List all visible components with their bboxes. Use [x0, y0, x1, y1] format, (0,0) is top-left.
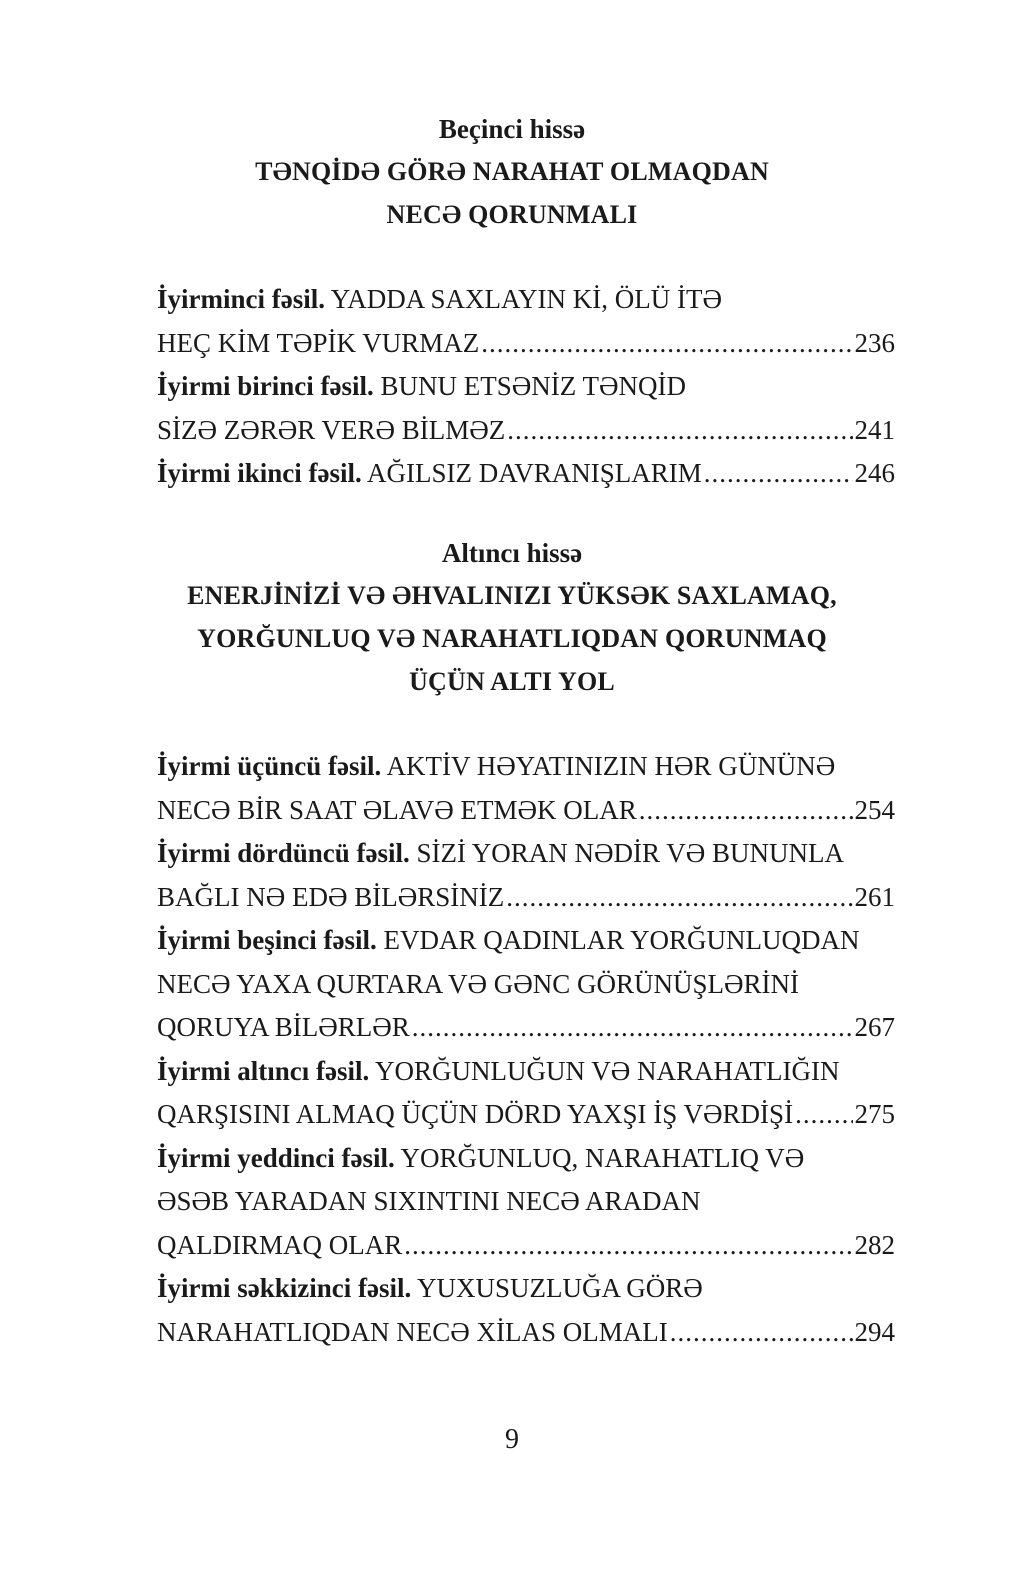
dot-leader [639, 789, 853, 833]
toc-entry-last-line[interactable] [157, 1311, 895, 1355]
page-ref: 254 [854, 794, 895, 825]
toc-list [157, 745, 895, 1354]
part-title-line: ÜÇÜN ALTI YOL [409, 667, 615, 696]
dot-leader [795, 1093, 852, 1137]
toc-entry-last-line[interactable] [157, 1093, 895, 1137]
toc-entry-last-line[interactable] [157, 789, 895, 833]
part-title-line: NECƏ QORUNMALI [386, 200, 638, 229]
chapter-title: AKTİV HƏYATINIZIN HƏR GÜNÜNƏ [386, 751, 836, 781]
toc-entry-middle-line [157, 1180, 895, 1224]
toc-entry-first-line [157, 1267, 895, 1311]
page-ref: 236 [854, 327, 895, 358]
dot-leader [481, 322, 852, 366]
chapter-title-continued: SİZƏ ZƏRƏR VERƏ BİLMƏZ [157, 414, 506, 445]
dot-leader [507, 409, 852, 453]
toc-entry-last-line[interactable] [157, 322, 895, 366]
chapter-title-continued: NECƏ YAXA QURTARA VƏ GƏNC GÖRÜNÜŞLƏRİNİ [157, 968, 800, 999]
chapter-title: YORĞUNLUĞUN VƏ NARAHATLIĞIN [374, 1055, 840, 1086]
chapter-title-continued: HEÇ KİM TƏPİK VURMAZ [157, 327, 480, 358]
page-number: 9 [505, 1424, 519, 1455]
toc-entry-first-line [157, 745, 895, 789]
chapter-title-continued: QALDIRMAQ OLAR [157, 1229, 403, 1260]
chapter-title: SİZİ YORAN NƏDİR VƏ BUNUNLA [416, 838, 845, 868]
part-heading [0, 532, 1024, 703]
chapter-title: YUXUSUZLUĞA GÖRƏ [416, 1273, 703, 1303]
chapter-label: İyirmi beşinci fəsil. [157, 925, 377, 955]
chapter-label: İyirminci fəsil. [157, 284, 325, 314]
dot-leader [704, 452, 853, 496]
toc-entry-middle-line [157, 963, 895, 1007]
chapter-title-continued: QARŞISINI ALMAQ ÜÇÜN DÖRD YAXŞI İŞ VƏRDİŞİ [157, 1099, 794, 1129]
toc-entry-first-line [157, 365, 895, 409]
dot-leader [506, 876, 852, 920]
toc-entry-last-line[interactable] [157, 1224, 895, 1268]
chapter-title: YADDA SAXLAYIN Kİ, ÖLÜ İTƏ [330, 284, 722, 314]
dot-leader [670, 1311, 853, 1355]
chapter-label: İyirmi altıncı fəsil. [157, 1055, 370, 1086]
chapter-title-continued: BAĞLI NƏ EDƏ BİLƏRSİNİZ [157, 881, 505, 912]
chapter-label: İyirmi yeddinci fəsil. [157, 1142, 395, 1173]
part-title-line: ENERJİNİZİ VƏ ƏHVALINIZI YÜKSƏK SAXLAMAQ, [187, 581, 837, 610]
chapter-label: İyirmi ikinci fəsil. [157, 458, 362, 488]
part-label: Altıncı hissə [441, 538, 583, 568]
toc-entry-first-line [157, 278, 895, 322]
page-ref: 267 [854, 1012, 895, 1042]
page-ref: 241 [854, 414, 895, 445]
part-heading [0, 108, 1024, 236]
toc-entry-first-line [157, 1137, 895, 1181]
toc-entry-first-line [157, 919, 895, 963]
page-ref: 282 [854, 1229, 895, 1260]
page-ref: 246 [854, 458, 895, 488]
chapter-title: YORĞUNLUQ, NARAHATLIQ VƏ [400, 1142, 805, 1173]
toc-entry-first-line [157, 1050, 895, 1094]
toc-entry-last-line[interactable] [157, 409, 895, 453]
part-title-line: YORĞUNLUQ VƏ NARAHATLIQDAN QORUNMAQ [197, 624, 827, 653]
chapter-label: İyirmi üçüncü fəsil. [157, 751, 382, 781]
part-label: Beçinci hissə [438, 114, 586, 144]
toc-list [157, 278, 895, 496]
chapter-title-continued: NECƏ BİR SAAT ƏLAVƏ ETMƏK OLAR [157, 794, 637, 825]
chapter-title-continued: QORUYA BİLƏRLƏR [157, 1012, 410, 1042]
chapter-title: AĞILSIZ DAVRANIŞLARIM [367, 458, 702, 488]
page-ref: 261 [854, 881, 895, 912]
chapter-title-continued: NARAHATLIQDAN NECƏ XİLAS OLMALI [157, 1316, 668, 1347]
toc-entry-last-line[interactable] [157, 1006, 895, 1050]
chapter-title: EVDAR QADINLAR YORĞUNLUQDAN [383, 925, 860, 955]
page-ref: 275 [854, 1099, 895, 1129]
dot-leader [412, 1006, 853, 1050]
dot-leader [404, 1224, 852, 1268]
toc-entry-first-line [157, 832, 895, 876]
chapter-label: İyirmi səkkizinci fəsil. [157, 1273, 412, 1303]
chapter-label: İyirmi dördüncü fəsil. [157, 838, 410, 868]
chapter-title: BUNU ETSƏNİZ TƏNQİD [380, 371, 686, 401]
toc-entry-last-line[interactable] [157, 876, 895, 920]
page-ref: 294 [854, 1316, 895, 1347]
chapter-title-continued: ƏSƏB YARADAN SIXINTINI NECƏ ARADAN [157, 1186, 701, 1216]
chapter-label: İyirmi birinci fəsil. [157, 371, 374, 401]
part-title-line: TƏNQİDƏ GÖRƏ NARAHAT OLMAQDAN [255, 157, 769, 186]
toc-entry-single-line[interactable] [157, 452, 895, 496]
